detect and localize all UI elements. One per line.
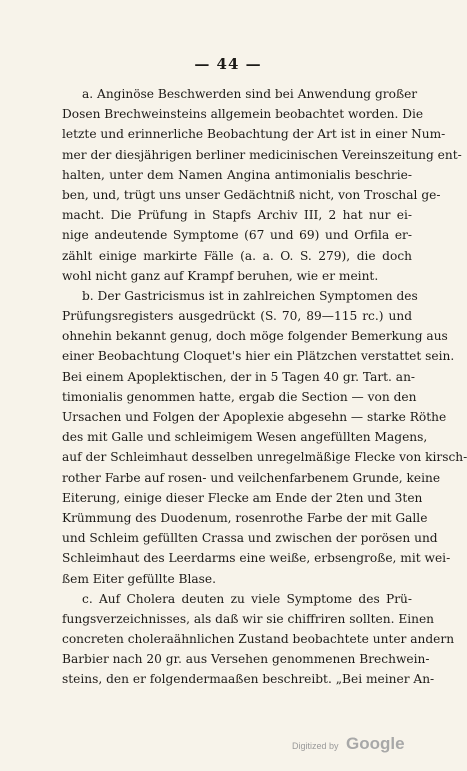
text-line: mer der diesjährigen berliner medicinischen Vereinszeitung ent- — [62, 147, 462, 162]
text-line: Bei einem Apoplektischen, der in 5 Tagen 40 gr. Tart. an- — [62, 369, 416, 384]
text-line: auf der Schleimhaut desselben unregelmäßige Flecke von kirsch- — [62, 450, 467, 465]
text-line: ohnehin bekannt genug, doch möge folgender Bemerkung aus — [62, 329, 448, 344]
text-line: a. Anginöse Beschwerden sind bei Anwendung großer — [82, 87, 418, 101]
text-line: Eiterung, einige dieser Flecke am Ende der 2ten und 3ten — [62, 490, 423, 505]
text-line: Dosen Brechweinsteins allgemein beobachtet worden. Die — [62, 107, 424, 122]
body-text — [62, 84, 467, 690]
text-line: Krümmung des Duodenum, rosenrothe Farbe der mit Galle — [62, 510, 428, 525]
text-line: ben, und, trügt uns unser Gedächtniß nicht, von Troschal ge- — [62, 187, 441, 202]
text-line: c. Auf Cholera deuten zu viele Symptome des Prü- — [82, 591, 412, 606]
text-line: concreten choleraähnlichen Zustand beobachtete unter andern — [62, 632, 455, 647]
text-line: Schleimhaut des Leerdarms eine weiße, erbsengroße, mit wei- — [62, 551, 451, 566]
text-line: Prüfungsregisters ausgedrückt (S. 70, 89—115 rc.) und — [62, 309, 412, 324]
text-line: Barbier nach 20 gr. aus Versehen genommenen Brechwein- — [62, 652, 430, 667]
watermark-small-text: Digitized by — [292, 741, 339, 751]
text-line: ßem Eiter gefüllte Blase. — [62, 571, 217, 586]
text-line: macht. Die Prüfung in Stapfs Archiv III, 2 hat nur ei- — [62, 208, 412, 223]
text-line: einer Beobachtung Cloquet's hier ein Plätzchen verstattet sein. — [62, 349, 455, 364]
text-line: nige andeutende Symptome (67 und 69) und Orfila er- — [62, 228, 412, 243]
text-line: zählt einige markirte Fälle (a. a. O. S. 279), die doch — [62, 248, 412, 263]
text-line: timonialis genommen hatte, ergab die Section — von den — [62, 389, 417, 404]
text-line: und Schleim gefüllten Crassa und zwischen der porösen und — [62, 531, 438, 546]
watermark-logo-text: Google — [345, 734, 405, 753]
text-line: des mit Galle und schleimigem Wesen angefüllten Magens, — [62, 430, 428, 445]
text-line: b. Der Gastricismus ist in zahlreichen Symptomen des — [82, 288, 418, 303]
text-line: letzte und erinnerliche Beobachtung der Art ist in einer Num- — [62, 127, 446, 142]
text-line: wohl nicht ganz auf Krampf beruhen, wie er meint. — [62, 268, 379, 283]
digitized-watermark — [292, 734, 405, 754]
text-line: fungsverzeichnisses, als daß wir sie chiffriren sollten. Einen — [62, 611, 435, 626]
text-line: steins, den er folgendermaaßen beschreibt. „Bei meiner An- — [62, 672, 435, 687]
text-line: halten, unter dem Namen Angina antimonialis beschrie- — [62, 167, 412, 182]
page-number-header: — 44 — — [194, 55, 262, 73]
text-line: rother Farbe auf rosen- und veilchenfarbenem Grunde, keine — [62, 470, 441, 485]
text-line: Ursachen und Folgen der Apoplexie abgesehn — starke Röthe — [62, 410, 447, 424]
